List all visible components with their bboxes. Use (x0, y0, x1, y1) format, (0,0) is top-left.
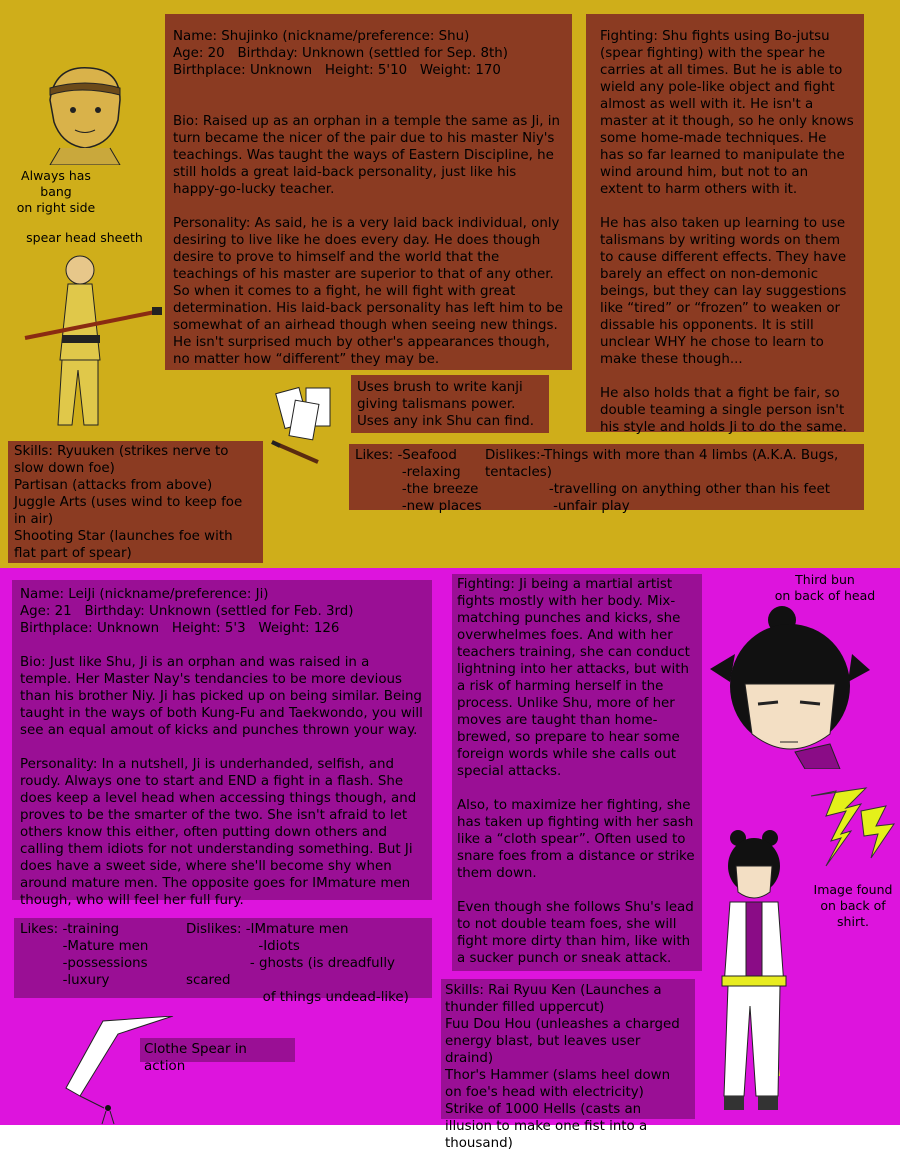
ji-profile-box: Name: LeiJi (nickname/preference: Ji) Age: 21 Birthday: Unknown (settled for Feb. 3rd) Birthplace: Unknown Height: 5'3 Weight: 126 Bio: Just like Shu, Ji is an orphan and was raised in a temple. Her Master Nay's tendancies to be more devious than his brother Niy. Ji has picked up on being similar. Being taught in the ways of both Kung-Fu and Taekwondo, you will see an equal amout of kicks and punches thrown your way. Personality: In a nutshell, Ji is underhanded, selfish, and roudy. Always one to start and END a fight in a flash. She does keep a level head when accessing things though, and proves to be the smarter of the two. She isn't afraid to let others know this either, often putting down others and calling them idiots for not understanding something. But Ji does have a sweet side, where she'll become shy when around mature men. The opposite goes for IMmature men though, who will feel her full fury. (12, 580, 432, 900)
shu-likes: Likes: -Seafood -relaxing -the breeze -new places (355, 448, 482, 514)
shu-dislikes: Dislikes:-Things with more than 4 limbs (A.K.A. Bugs, tentacles) -travelling on anything other than his feet -unfair play (485, 448, 839, 514)
ji-figure (700, 826, 810, 1122)
shu-section (0, 0, 900, 568)
shu-portrait (40, 60, 130, 165)
ji-section (0, 568, 900, 1151)
lightning-icon (806, 786, 896, 868)
ji-likes: Likes: -training -Mature men -possessions -luxury (20, 922, 149, 988)
talisman-illustration (270, 380, 350, 470)
sheath-note: spear head sheeth (26, 230, 143, 245)
shu-likes-dislikes-box (349, 444, 864, 514)
ji-dislikes: Dislikes: -IMmature men -Idiots - ghosts (is dreadfully scared of things undead-like) (186, 922, 409, 1005)
shu-skills-box: Skills: Ryuuken (strikes nerve to slow down foe) Partisan (attacks from above) Juggle Arts (uses wind to keep foe in air) Shooting Star (launches foe with flat part of spear) (8, 441, 263, 563)
shu-figure (20, 250, 170, 440)
brush-note-box: Uses brush to write kanji giving talismans power. Uses any ink Shu can find. (351, 375, 549, 433)
bun-note: Third bun on back of head (774, 572, 876, 603)
ji-skills-box: Skills: Rai Ryuu Ken (Launches a thunder filled uppercut) Fuu Dou Hou (unleashes a charged energy blast, but leaves user draind) Thor's Hammer (slams heel down on foe's head with electricity) Strike of 1000 Hells (casts an illusion to make one fist into a thousand) (441, 979, 695, 1119)
shirt-note: Image found on back of shirt. (813, 882, 893, 929)
shu-fighting-box: Fighting: Shu fights using Bo-jutsu (spear fighting) with the spear he carries at all times. But he is able to wield any pole-like object and fight almost as well with it. He isn't a master at it though, so he only knows some home-made techniques. He has so far learned to manipulate the wind around him, but not to an extent to harm others with it. He has also taken up learning to use talismans by writing words on them to cause different effects. They have barely an effect on non-demonic beings, but they can lay suggestions like “tired” or “frozen” to weaken or dissable his opponents. It is still unclear WHY he chose to learn to make these though... He also holds that a fight be fair, so double teaming a single person isn't his style and holds Ji to do the same. (586, 14, 864, 432)
ji-likes-dislikes-box (14, 918, 432, 1005)
ji-portrait (700, 604, 880, 769)
ji-fighting-box: Fighting: Ji being a martial artist fights mostly with her body. Mix-matching punches and kicks, she overwhelmes foes. And with her teachers training, she can conduct lightning into her attacks, but with a risk of harming herself in the process. Unlike Shu, more of her moves are taught than home-brewed, so prepare to hear some foreign words while she calls out special attacks. Also, to maximize her fighting, she has taken up fighting with her sash like a “cloth spear”. Often used to snare foes from a distance or strike them down. Even though she follows Shu's lead to not double team foes, she will fight more dirty than him, like with a sucker punch or sneak attack. (452, 574, 702, 971)
shu-profile-box: Name: Shujinko (nickname/preference: Shu) Age: 20 Birthday: Unknown (settled for Sep. 8th) Birthplace: Unknown Height: 5'10 Weight: 170 Bio: Raised up as an orphan in a temple the same as Ji, in turn became the nicer of the pair due to his master Niy's teachings. Was taught the ways of Eastern Discipline, he still holds a great laid-back personality, just like his happy-go-lucky teacher. Personality: As said, he is a very laid back individual, only desiring to live like he does every day. He does though desire to prove to himself and the world that the teachings of his master are superior to that of any other. So when it comes to a fight, he will fight with great determination. His laid-back personality has left him to be somewhat of an airhead though when seeing new things. He isn't surprised much by other's appearances though, no matter how “different” they may be. (165, 14, 572, 370)
cloth-spear-caption: Clothe Spear in action (140, 1038, 295, 1062)
bang-note: Always has bang on right side (16, 168, 96, 215)
